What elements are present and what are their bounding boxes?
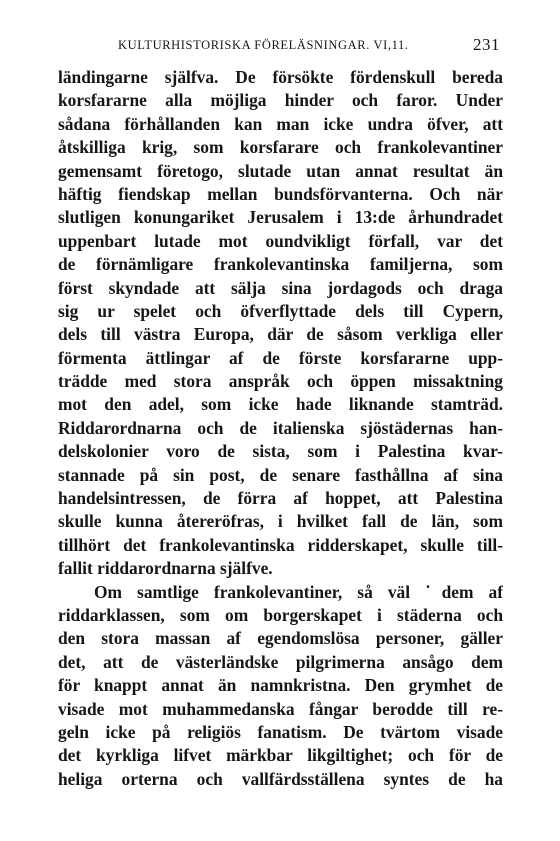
text-line: förmenta ättlingar af de förste korsfararne upp- bbox=[58, 347, 503, 368]
text-line: trädde med stora anspråk och öppen missaktning bbox=[58, 371, 503, 392]
text-line: den stora massan af egendomslösa personer, gäller bbox=[58, 628, 503, 649]
text-line: geln icke på religiös fanatism. De tvärtom visade bbox=[58, 721, 503, 742]
text-line: sig ur spelet och öfverflyttade dels till Cypern, bbox=[58, 300, 503, 321]
text-line: fallit riddarordnarna själfve. bbox=[58, 558, 273, 579]
text-line: delskolonier voro de sista, som i Palestina kvar- bbox=[58, 441, 503, 462]
text-line: riddarklassen, som om borgerskapet i städerna och bbox=[58, 604, 503, 625]
text-line: tillhört det frankolevantinska ridderskapet, skulle till- bbox=[58, 534, 503, 555]
running-head-title: KULTURHISTORISKA FÖRELÄSNINGAR. VI,11. bbox=[118, 38, 409, 52]
text-line: först skyndade att sälja sina jordagods och draga bbox=[58, 277, 503, 298]
text-line: Om samtlige frankolevantiner, så väl ˙dem af bbox=[94, 581, 503, 602]
text-line: slutligen konungariket Jerusalem i 13:de århundradet bbox=[58, 207, 503, 228]
text-line: skulle kunna återeröfras, i hvilket fall de län, som bbox=[58, 511, 503, 532]
page-number: 231 bbox=[473, 35, 500, 54]
text-line: det kyrkliga lifvet märkbar likgiltighet; och för de bbox=[58, 745, 503, 766]
paragraph-2 bbox=[58, 581, 503, 792]
running-head bbox=[58, 36, 502, 58]
text-line: ländingarne själfva. De försökte fördenskull bereda bbox=[58, 67, 503, 87]
text-line: sådana förhållanden kan man icke undra öfver, att bbox=[58, 113, 503, 134]
text-line: häftig fiendskap mellan bundsförvanterna. Och när bbox=[58, 183, 503, 204]
text-line: stannade på sin post, de senare fasthållna af sina bbox=[58, 464, 503, 485]
body-text bbox=[58, 66, 503, 791]
text-line: Riddarordnarna och de italienska sjöstädernas han- bbox=[58, 417, 503, 438]
text-line: heliga orterna och vallfärdsställena syntes de ha bbox=[58, 768, 503, 789]
text-line: korsfararne alla möjliga hinder och faror. Under bbox=[58, 90, 503, 111]
text-line: för knappt annat än namnkristna. Den grymhet de bbox=[58, 675, 503, 696]
text-line: dels till västra Europa, där de såsom verkliga eller bbox=[58, 324, 503, 345]
text-line: åtskilliga krig, som korsfarare och frankolevantiner bbox=[58, 137, 503, 158]
text-line: de förnämligare frankolevantinska familjerna, som bbox=[58, 254, 503, 275]
text-line: det, att de västerländske pilgrimerna ansågo dem bbox=[58, 651, 503, 672]
text-line: visade mot muhammedanska fångar berodde till re- bbox=[58, 698, 503, 719]
text-line: uppenbart lutade mot oundvikligt förfall, var det bbox=[58, 230, 503, 251]
text-line: handelsintressen, de förra af hoppet, att Palestina bbox=[58, 488, 503, 509]
paragraph-1 bbox=[58, 66, 503, 581]
text-line: mot den adel, som icke hade liknande stamträd. bbox=[58, 394, 503, 415]
text-line: gemensamt företogo, slutade utan annat resultat än bbox=[58, 160, 503, 181]
